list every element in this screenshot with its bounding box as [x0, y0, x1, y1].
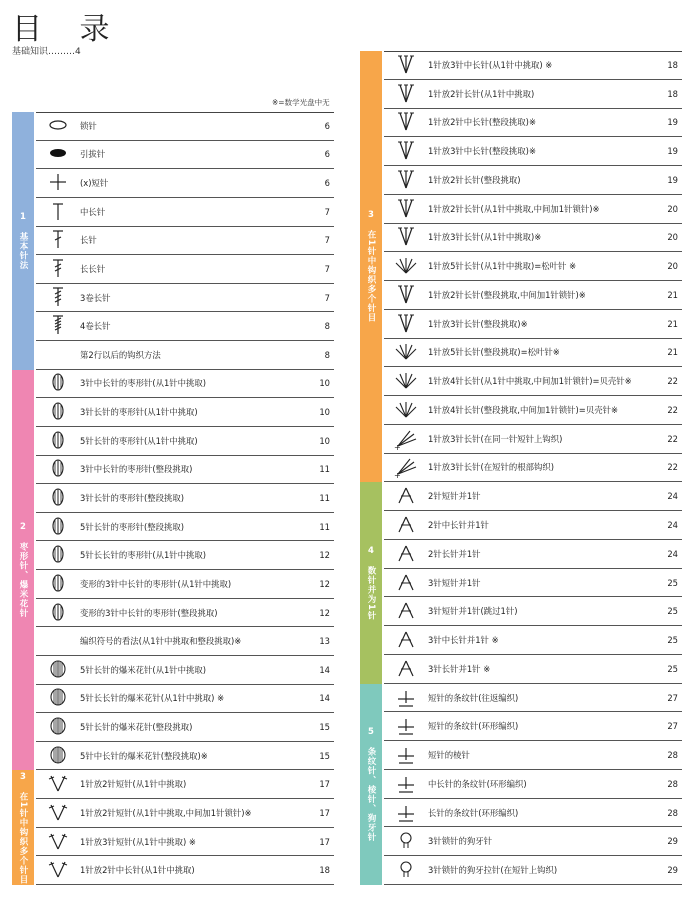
bobble-icon — [36, 570, 80, 598]
toc-entry-label: 5针长长针的爆米花针(从1针中挑取) ※ — [80, 693, 225, 704]
section-tab-5-right[interactable] — [360, 684, 382, 885]
toc-entry-label: 5针长针的爆米花针(从1针中挑取) — [80, 664, 207, 675]
toc-entry-label: 2针短针并1针 — [428, 491, 481, 502]
toc-row[interactable] — [384, 166, 682, 195]
section-number: 5 — [368, 726, 374, 737]
bobble-icon — [36, 484, 80, 512]
fan-icon — [384, 166, 428, 194]
popcorn-icon — [36, 742, 80, 770]
toc-page-number: 28 — [667, 750, 678, 761]
page-title: 目 录 — [12, 12, 124, 47]
toc-row[interactable] — [384, 281, 682, 310]
toc-entry-label: 1针放3针长针(在短针的根部钩织) — [428, 462, 555, 473]
toc-page-number: 29 — [667, 865, 678, 876]
toc-page-number: 10 — [319, 435, 330, 446]
toc-row[interactable] — [36, 198, 334, 227]
toc-row[interactable] — [36, 770, 334, 799]
toc-page-number: 22 — [667, 433, 678, 444]
cluster-icon — [384, 453, 428, 481]
fan-icon — [384, 223, 428, 251]
toc-row[interactable] — [36, 255, 334, 284]
toc-page-number: 21 — [667, 347, 678, 358]
toc-page-number: 7 — [324, 206, 330, 217]
toc-page-number: 22 — [667, 376, 678, 387]
toc-entry-label: 1针放3针中长针(整段挑取)※ — [428, 146, 536, 157]
toc-row[interactable] — [384, 396, 682, 425]
toc-entry-label: 短针的条纹针(环形编织) — [428, 721, 519, 732]
toc-page-number: 11 — [319, 464, 330, 475]
toc-row[interactable] — [36, 227, 334, 256]
section-number: 3 — [20, 771, 26, 782]
decrease-icon — [384, 482, 428, 510]
toc-entry-label: 2针长针并1针 — [428, 548, 481, 559]
toc-row[interactable] — [36, 427, 334, 456]
section-tab-3-left[interactable] — [12, 770, 34, 885]
toc-row[interactable] — [384, 511, 682, 540]
toc-row[interactable] — [36, 799, 334, 828]
decrease-icon — [384, 655, 428, 683]
toc-row[interactable] — [384, 137, 682, 166]
toc-row[interactable] — [36, 627, 334, 656]
popcorn-icon — [36, 684, 80, 712]
section-label: 枣形针、爆米花针 — [18, 542, 28, 619]
toc-entry-label: 中长针 — [80, 206, 106, 217]
section-number: 2 — [20, 522, 26, 533]
toc-page-number: 6 — [324, 149, 330, 160]
toc-row[interactable] — [36, 456, 334, 485]
toc-page-number: 11 — [319, 521, 330, 532]
double-crochet-icon — [36, 226, 80, 254]
toc-page-number: 7 — [324, 235, 330, 246]
toc-row[interactable] — [384, 626, 682, 655]
toc-page-number: 10 — [319, 378, 330, 389]
fan-icon — [384, 195, 428, 223]
increase-icon — [36, 799, 80, 827]
toc-entry-label: 1针放2针中长针(从1针中挑取) — [80, 865, 195, 876]
toc-entry-label: 1针放2针长针(整段挑取,中间加1针锁针)※ — [428, 289, 586, 300]
section-tab-4-right[interactable] — [360, 482, 382, 683]
toc-entry-label: 第2行以后的钩织方法 — [80, 349, 161, 360]
bobble-icon — [36, 599, 80, 627]
toc-row[interactable] — [384, 425, 682, 454]
toc-page-number: 17 — [319, 779, 330, 790]
toc-page-number: 10 — [319, 407, 330, 418]
toc-entry-label: 1针放5针长针(整段挑取)=松叶针※ — [428, 347, 560, 358]
toc-row[interactable] — [36, 341, 334, 370]
toc-entry-label: 短针的棱针 — [428, 750, 470, 761]
toc-row[interactable] — [36, 570, 334, 599]
toc-row[interactable] — [384, 80, 682, 109]
toc-page-number: 15 — [319, 750, 330, 761]
toc-row[interactable] — [384, 741, 682, 770]
toc-row[interactable] — [384, 827, 682, 856]
toc-page-number: 20 — [667, 203, 678, 214]
toc-page-number: 15 — [319, 722, 330, 733]
fan-icon — [384, 80, 428, 108]
toc-entry-label: 3针中长针的枣形针(从1针中挑取) — [80, 378, 207, 389]
toc-page-number: 24 — [667, 520, 678, 530]
toc-entry-label: 3针长针的枣形针(从1针中挑取) — [80, 407, 198, 418]
bobble-icon — [36, 541, 80, 569]
shell-icon — [384, 252, 428, 280]
toc-page-number: 14 — [319, 664, 330, 675]
toc-row[interactable] — [36, 370, 334, 399]
toc-page-number: 27 — [667, 692, 678, 703]
toc-row[interactable] — [384, 224, 682, 253]
toc-entry-label: 长针 — [80, 235, 97, 246]
toc-page-number: 25 — [667, 606, 678, 617]
chain-oval-icon — [36, 112, 80, 140]
toc-row[interactable] — [384, 454, 682, 483]
toc-row[interactable] — [36, 685, 334, 714]
section-number: 4 — [368, 545, 374, 556]
treble-crochet-icon — [36, 255, 80, 283]
empty-symbol — [36, 341, 80, 369]
toc-page-number: 19 — [667, 146, 678, 157]
toc-entry-label: 2针中长针并1针 — [428, 520, 489, 530]
section-label: 在1针中钩织多个针目 — [366, 230, 376, 323]
shell-icon — [384, 396, 428, 424]
half-double-crochet-icon — [36, 198, 80, 226]
toc-row[interactable] — [36, 828, 334, 857]
toc-row[interactable] — [384, 856, 682, 885]
toc-entry-label: 1针放2针短针(从1针中挑取,中间加1针锁针)※ — [80, 807, 252, 818]
toc-page-number: 12 — [319, 550, 330, 561]
toc-entry-label: 3卷长针 — [80, 292, 111, 303]
toc-page-number: 25 — [667, 577, 678, 588]
legend-note: ※=数学光盘中无 — [272, 98, 330, 107]
toc-entry-label: 5针长针的枣形针(从1针中挑取) — [80, 435, 198, 446]
toc-row[interactable] — [36, 656, 334, 685]
toc-page-number: 18 — [319, 865, 330, 876]
toc-page-number: 18 — [667, 59, 678, 70]
section-label: 在1针中钩织多个针目 — [18, 791, 28, 884]
section-label: 数针并为1针 — [366, 565, 376, 621]
toc-row[interactable] — [384, 597, 682, 626]
toc-entry-label: 3针中长针的枣形针(整段挑取) — [80, 464, 193, 475]
decrease-icon — [384, 597, 428, 625]
shell-icon — [384, 338, 428, 366]
toc-page-number: 7 — [324, 263, 330, 274]
stripe-icon — [384, 741, 428, 769]
section-tab-3-right[interactable] — [360, 51, 382, 482]
toc-row[interactable] — [384, 109, 682, 138]
toc-row[interactable] — [384, 799, 682, 828]
toc-entry-label: 变形的3针中长针的枣形针(整段挑取) — [80, 607, 218, 618]
fan-icon — [384, 108, 428, 136]
toc-page-number: 7 — [324, 292, 330, 303]
decrease-icon — [384, 540, 428, 568]
increase-icon — [36, 856, 80, 884]
slip-stitch-icon — [36, 140, 80, 168]
basics-link[interactable]: 基础知识………4 — [12, 47, 81, 57]
toc-page-number: 22 — [667, 404, 678, 415]
toc-page-number: 14 — [319, 693, 330, 704]
toc-entry-label: 1针放2针长针(从1针中挑取) — [428, 88, 535, 99]
bobble-icon — [36, 455, 80, 483]
toc-entry-label: 中长针的条纹针(环形编织) — [428, 778, 527, 789]
toc-row[interactable] — [384, 367, 682, 396]
toc-row[interactable] — [384, 540, 682, 569]
popcorn-icon — [36, 656, 80, 684]
toc-page-number: 12 — [319, 578, 330, 589]
toc-page-number: 21 — [667, 318, 678, 329]
toc-page-number: 25 — [667, 635, 678, 646]
toc-row[interactable] — [36, 398, 334, 427]
toc-page-number: 13 — [319, 636, 330, 647]
toc-page-number: 12 — [319, 607, 330, 618]
toc-page-number: 18 — [667, 88, 678, 99]
toc-entry-label: 1针放3针长针(在同一针短针上钩织) — [428, 433, 563, 444]
toc-row[interactable] — [384, 339, 682, 368]
toc-entry-label: 变形的3针中长针的枣形针(从1针中挑取) — [80, 578, 232, 589]
toc-row[interactable] — [36, 112, 334, 141]
svg-text:+: + — [394, 471, 401, 479]
toc-page-number: 20 — [667, 232, 678, 243]
toc-entry-label: 5针长长针的枣形针(从1针中挑取) — [80, 550, 207, 561]
toc-entry-label: 1针放2针短针(从1针中挑取) — [80, 779, 187, 790]
toc-entry-label: 3针长针的枣形针(整段挑取) — [80, 492, 184, 503]
toc-row[interactable] — [384, 51, 682, 80]
section-label: 基本针法 — [18, 231, 28, 270]
cluster-icon — [384, 425, 428, 453]
toc-row[interactable] — [384, 195, 682, 224]
shell-icon — [384, 367, 428, 395]
increase-icon — [36, 828, 80, 856]
toc-page-number: 6 — [324, 120, 330, 131]
section-number: 1 — [20, 211, 26, 222]
toc-row[interactable] — [384, 684, 682, 713]
toc-entry-label: 5针中长针的爆米花针(整段挑取)※ — [80, 750, 208, 761]
toc-row[interactable] — [36, 742, 334, 771]
toc-entry-label: 编织符号的看法(从1针中挑取和整段挑取)※ — [80, 636, 242, 647]
toc-row[interactable] — [36, 599, 334, 628]
toc-row[interactable] — [36, 713, 334, 742]
right-column — [360, 51, 682, 885]
toc-entry-label: 3针短针并1针(跳过1针) — [428, 606, 518, 617]
section-tab-2-left[interactable] — [12, 370, 34, 771]
toc-entry-label: 3针中长针并1针 ※ — [428, 635, 499, 646]
toc-page-number: 19 — [667, 117, 678, 128]
toc-row[interactable] — [36, 169, 334, 198]
toc-page-number: 28 — [667, 778, 678, 789]
toc-page-number: 28 — [667, 807, 678, 818]
bobble-icon — [36, 427, 80, 455]
toc-row[interactable] — [36, 856, 334, 885]
toc-row[interactable] — [36, 284, 334, 313]
toc-entry-label: 1针放3针短针(从1针中挑取) ※ — [80, 836, 196, 847]
picot-icon — [384, 856, 428, 884]
toc-page-number: 6 — [324, 178, 330, 189]
stripe-icon — [384, 712, 428, 740]
toc-entry-label: 1针放2针长针(从1针中挑取,中间加1针锁针)※ — [428, 203, 600, 214]
toc-row[interactable] — [384, 655, 682, 684]
toc-entry-label: 1针放4针长针(整段挑取,中间加1针锁针)=贝壳针※ — [428, 404, 618, 415]
picot-icon — [384, 827, 428, 855]
toc-page-number: 25 — [667, 663, 678, 674]
stripe-icon — [384, 684, 428, 712]
toc-entry-label: 5针长针的枣形针(整段挑取) — [80, 521, 184, 532]
toc-page-number: 24 — [667, 491, 678, 502]
svg-text:+: + — [394, 442, 401, 450]
toc-row[interactable] — [384, 712, 682, 741]
toc-page-number: 24 — [667, 548, 678, 559]
toc-entry-label: 1针放2针中长针(整段挑取)※ — [428, 117, 536, 128]
toc-row[interactable] — [36, 312, 334, 341]
stripe-icon — [384, 799, 428, 827]
toc-entry-label: 1针放3针长针(整段挑取)※ — [428, 318, 528, 329]
toc-entry-label: 1针放2针长针(整段挑取) — [428, 174, 521, 185]
section-label: 条纹针、棱针、狗牙针 — [366, 746, 376, 842]
toc-page-number: 8 — [324, 349, 330, 360]
toc-page-number: 17 — [319, 807, 330, 818]
triple-treble-icon — [36, 284, 80, 312]
toc-entry-label: 3针短针并1针 — [428, 577, 481, 588]
toc-entry-label: 3针锁针的狗牙针 — [428, 836, 492, 847]
toc-row[interactable] — [384, 770, 682, 799]
toc-row[interactable] — [36, 513, 334, 542]
fan-icon — [384, 137, 428, 165]
toc-row[interactable] — [384, 310, 682, 339]
toc-entry-label: 长针的条纹针(环形编织) — [428, 807, 519, 818]
toc-page-number: 8 — [324, 321, 330, 332]
toc-row[interactable] — [36, 541, 334, 570]
popcorn-icon — [36, 713, 80, 741]
decrease-icon — [384, 511, 428, 539]
section-tab-1-left[interactable] — [12, 112, 34, 370]
toc-page-number: 21 — [667, 289, 678, 300]
toc-entry-label: 4卷长针 — [80, 321, 111, 332]
empty-symbol — [36, 627, 80, 655]
fan-icon — [384, 281, 428, 309]
bobble-icon — [36, 513, 80, 541]
toc-page-number: 17 — [319, 836, 330, 847]
toc-entry-label: 1针放3针长针(从1针中挑取)※ — [428, 232, 542, 243]
toc-entry-label: 短针的条纹针(往返编织) — [428, 692, 519, 703]
fan-icon — [384, 51, 428, 79]
toc-entry-label: 3针锁针的狗牙拉针(在短针上钩织) — [428, 865, 558, 876]
bobble-icon — [36, 398, 80, 426]
toc-entry-label: 1针放5针长针(从1针中挑取)=松叶针 ※ — [428, 261, 577, 272]
decrease-icon — [384, 626, 428, 654]
decrease-icon — [384, 569, 428, 597]
toc-row[interactable] — [36, 484, 334, 513]
toc-entry-label: (x)短针 — [80, 178, 109, 189]
quad-treble-icon — [36, 312, 80, 340]
increase-icon — [36, 770, 80, 798]
toc-page-number: 19 — [667, 174, 678, 185]
toc-entry-label: 锁针 — [80, 120, 97, 131]
toc-entry-label: 1针放4针长针(从1针中挑取,中间加1针锁针)=贝壳针※ — [428, 376, 632, 387]
stripe-icon — [384, 770, 428, 798]
toc-page-number: 20 — [667, 261, 678, 272]
toc-row[interactable] — [384, 252, 682, 281]
toc-entry-label: 引拔针 — [80, 149, 106, 160]
toc-page-number: 29 — [667, 836, 678, 847]
section-number: 3 — [368, 210, 374, 221]
fan-icon — [384, 310, 428, 338]
left-column — [12, 112, 334, 885]
toc-row[interactable] — [384, 569, 682, 598]
toc-entry-label: 5针长针的爆米花针(整段挑取) — [80, 722, 193, 733]
toc-entry-label: 3针长针并1针 ※ — [428, 663, 491, 674]
toc-row[interactable] — [384, 482, 682, 511]
toc-page-number: 27 — [667, 721, 678, 732]
toc-page-number: 22 — [667, 462, 678, 473]
bobble-icon — [36, 369, 80, 397]
toc-page-number: 11 — [319, 492, 330, 503]
toc-entry-label: 1针放3针中长针(从1针中挑取) ※ — [428, 59, 553, 70]
toc-row[interactable] — [36, 141, 334, 170]
toc-entry-label: 长长针 — [80, 263, 106, 274]
single-crochet-icon — [36, 169, 80, 197]
